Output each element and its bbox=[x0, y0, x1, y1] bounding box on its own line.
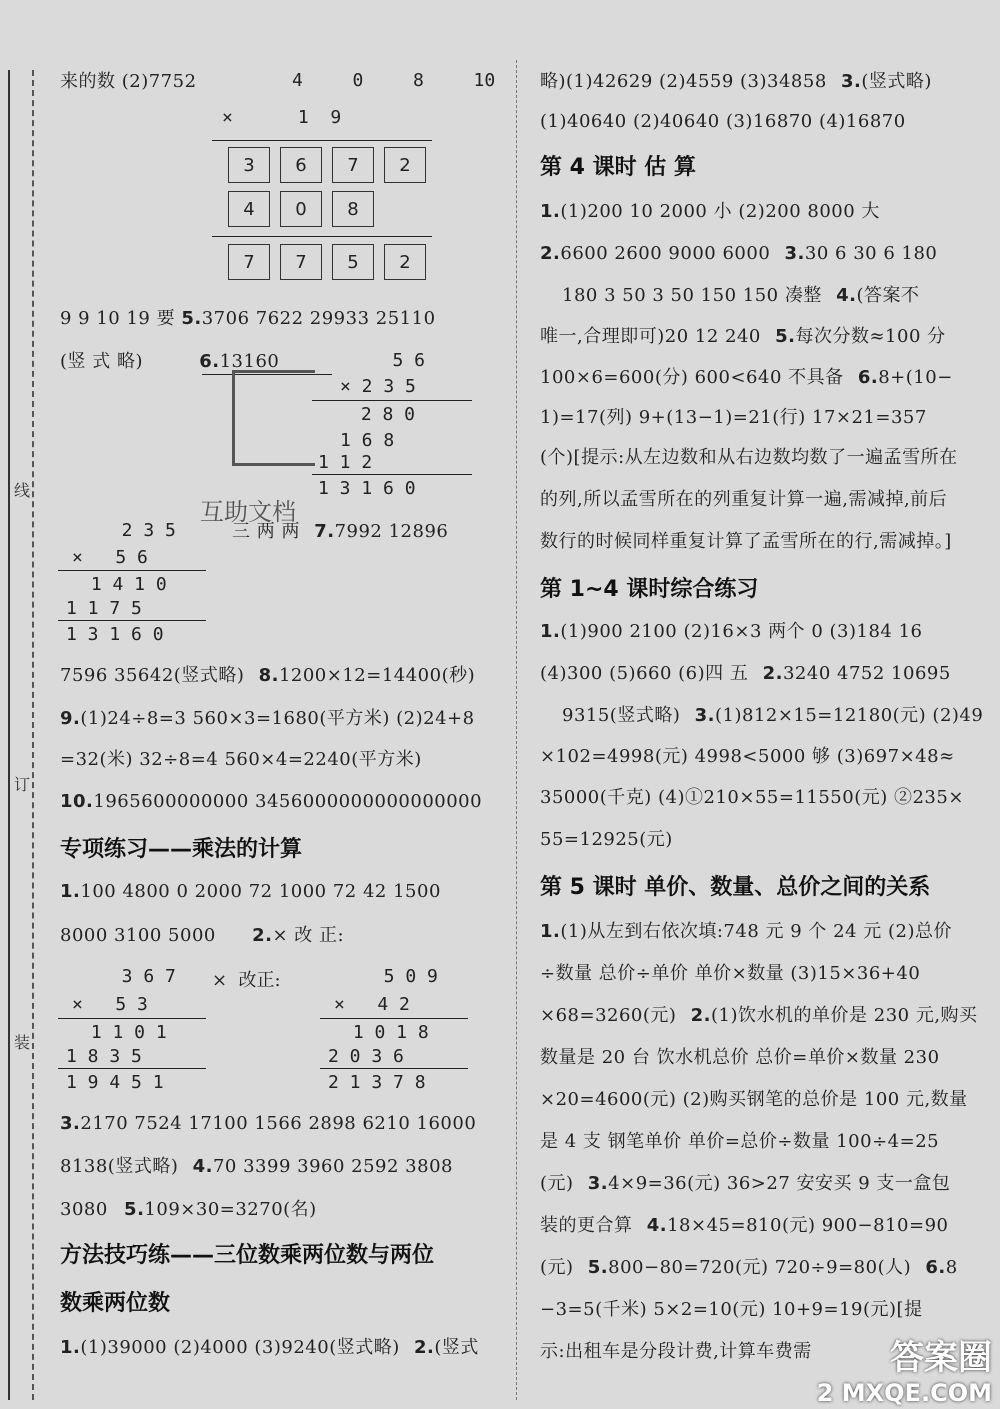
text: (4)300 (5)660 (6)四 五 bbox=[540, 663, 749, 684]
question-number: 6. bbox=[857, 367, 879, 388]
right-line-18 bbox=[540, 920, 952, 944]
left-line-4 bbox=[232, 520, 448, 544]
vc5-d: 2 0 3 6 bbox=[328, 1046, 404, 1067]
right-line-4 bbox=[540, 242, 937, 266]
watermark-text: 互助文档 bbox=[200, 498, 296, 526]
vc2-rule-2 bbox=[312, 474, 472, 475]
vc5-a: 5 0 9 bbox=[362, 966, 438, 987]
watermark-shape bbox=[232, 370, 315, 466]
text: ×68=3260(元) bbox=[540, 1005, 677, 1026]
text: 13160 bbox=[219, 351, 280, 372]
vc3-a: 2 3 5 bbox=[100, 520, 176, 541]
text: 800−80=720(元) 720÷9=80(人) bbox=[608, 1257, 912, 1278]
binding-edge bbox=[8, 70, 10, 1400]
text: 9315(竖式略) bbox=[562, 705, 681, 726]
right-line-16: 35000(千克) (4)①210×55=11550(元) ②235× bbox=[540, 787, 964, 808]
text: 装的更合算 bbox=[540, 1215, 633, 1236]
right-line-7 bbox=[540, 366, 953, 390]
question-number: 5. bbox=[587, 1257, 609, 1278]
vc2-d: 1 6 8 bbox=[340, 430, 395, 451]
vc5-b: × 4 2 bbox=[334, 994, 410, 1015]
right-line-27: −3=5(千米) 5×2=10(元) 10+9=19(元)[提 bbox=[540, 1299, 923, 1320]
right-line-22: ×20=4600(元) (2)购买钢笔的总价是 100 元,数量 bbox=[540, 1089, 968, 1110]
section-heading-lesson5: 第 5 课时 单价、数量、总价之间的关系 bbox=[540, 875, 931, 900]
question-number: 2. bbox=[690, 1005, 712, 1026]
question-number: 2. bbox=[762, 663, 783, 684]
vc4-rule-2 bbox=[58, 1068, 206, 1069]
question-number: 4. bbox=[836, 285, 857, 306]
text: 3706 7622 29933 25110 bbox=[201, 308, 436, 329]
vc1-top: 4 0 8 10 bbox=[292, 70, 496, 91]
vc2-rule-1 bbox=[312, 400, 472, 401]
binding-cut-line bbox=[32, 70, 34, 1400]
text: (1)812×15=12180(元) (2)49 bbox=[714, 705, 984, 726]
question-number: 10. bbox=[60, 791, 94, 812]
text: 30 6 30 6 180 bbox=[804, 243, 938, 264]
text: 7992 12896 bbox=[334, 521, 449, 542]
vc1-cell: 4 bbox=[228, 191, 270, 227]
text: 6600 2600 9000 6000 bbox=[560, 243, 771, 264]
right-line-28: 示:出租车是分段计费,计算车费需 bbox=[540, 1341, 812, 1362]
text: 100 4800 0 2000 72 1000 72 42 1500 bbox=[80, 881, 441, 902]
text: (竖 式 略) bbox=[60, 351, 143, 372]
question-number: 7. bbox=[314, 521, 335, 542]
text: 1200×12=14400(秒) bbox=[278, 665, 476, 686]
question-number: 4. bbox=[192, 1156, 213, 1177]
vc4-c: 1 1 0 1 bbox=[80, 1022, 167, 1043]
text: 每次分数≈100 分 bbox=[795, 326, 946, 347]
right-line-19: ÷数量 总价÷单价 单价×数量 (3)15×36+40 bbox=[540, 963, 921, 984]
question-number: 6. bbox=[199, 351, 220, 372]
text: (竖式略) bbox=[861, 71, 932, 92]
right-line-10: 的列,所以孟雪所在的列重复计算一遍,需减掉,前后 bbox=[540, 489, 948, 510]
question-number: 8. bbox=[258, 665, 279, 686]
text: 2170 7524 17100 1566 2898 6210 16000 bbox=[80, 1113, 477, 1134]
vc1-cell: 3 bbox=[228, 147, 270, 183]
site-logo: 答案圈 bbox=[890, 1338, 992, 1378]
text: 8138(竖式略) bbox=[60, 1156, 179, 1177]
right-line-6 bbox=[540, 325, 946, 349]
question-number: 3. bbox=[694, 705, 715, 726]
vc5-rule-2 bbox=[320, 1068, 468, 1069]
text: 8+(10− bbox=[878, 367, 953, 388]
left-line-9 bbox=[60, 880, 441, 904]
question-number: 4. bbox=[646, 1215, 668, 1236]
vc4-d: 1 8 3 5 bbox=[66, 1046, 142, 1067]
vc1-cell: 0 bbox=[280, 191, 322, 227]
right-line-8: 1)=17(列) 9+(13−1)=21(行) 17×21=357 bbox=[540, 407, 927, 428]
text: (答案不 bbox=[856, 285, 920, 306]
vc2-f: 1 3 1 6 0 bbox=[318, 478, 416, 499]
vc3-rule-1 bbox=[58, 570, 206, 571]
text: 180 3 50 3 50 150 150 凑整 bbox=[562, 285, 822, 306]
vc1-rule-2 bbox=[212, 236, 432, 237]
right-line-21: 数量是 20 台 饮水机总价 总价=单价×数量 230 bbox=[540, 1047, 940, 1068]
text: × 改 正: bbox=[272, 925, 345, 946]
right-line-20 bbox=[540, 1004, 978, 1028]
text: 唯一,合理即可)20 12 240 bbox=[540, 326, 761, 347]
right-line-12 bbox=[540, 620, 923, 644]
vc1-cell: 8 bbox=[332, 191, 374, 227]
text: (竖式 bbox=[434, 1337, 479, 1358]
right-line-9: (个)[提示:从左边数和从右边数均数了一遍孟雪所在 bbox=[540, 447, 958, 468]
text: 9 9 10 19 要 bbox=[60, 308, 176, 329]
question-number: 6. bbox=[925, 1257, 946, 1278]
left-line-10 bbox=[60, 924, 344, 948]
right-line-1 bbox=[540, 70, 932, 94]
right-line-23: 是 4 支 钢笔单价 单价=总价÷数量 100÷4=25 bbox=[540, 1131, 940, 1152]
text: 8000 3100 5000 bbox=[60, 925, 216, 946]
vc1-cell: 7 bbox=[280, 244, 322, 280]
binding-mark-zhuang: 装 bbox=[14, 1033, 31, 1052]
page-number: 2 bbox=[816, 1379, 834, 1407]
right-line-15: ×102=4998(元) 4998<5000 够 (3)697×48≈ bbox=[540, 746, 955, 767]
column-divider bbox=[516, 60, 517, 1400]
question-number: 5. bbox=[775, 326, 796, 347]
vc1-row-3 bbox=[228, 244, 426, 280]
vc1-cell: 7 bbox=[228, 244, 270, 280]
question-number: 9. bbox=[60, 708, 81, 729]
section-heading-lesson4: 第 4 课时 估 算 bbox=[540, 155, 696, 180]
text: 4×9=36(元) 36>27 安安买 9 支一盒包 bbox=[608, 1173, 951, 1194]
vc4-b: × 5 3 bbox=[72, 994, 148, 1015]
right-line-17: 55=12925(元) bbox=[540, 829, 673, 850]
right-line-13 bbox=[540, 662, 951, 686]
section-heading-method-cont: 数乘两位数 bbox=[60, 1291, 171, 1316]
left-line-7: =32(米) 32÷8=4 560×4=2240(平方米) bbox=[60, 749, 422, 770]
question-number: 2. bbox=[413, 1337, 435, 1358]
vc4-fix-label: × 改正: bbox=[212, 970, 281, 991]
text: (1)200 10 2000 小 (2)200 8000 大 bbox=[560, 201, 880, 222]
text: (1)39000 (2)4000 (3)9240(竖式略) bbox=[80, 1337, 400, 1358]
right-line-24 bbox=[540, 1172, 950, 1196]
left-line-5 bbox=[60, 664, 475, 688]
text: 1965600000000 3456000000000000000 bbox=[93, 791, 483, 812]
left-line-8 bbox=[60, 790, 482, 814]
question-number: 3. bbox=[841, 71, 862, 92]
vc1-row-1 bbox=[228, 147, 426, 183]
section-heading-multiplication: 专项练习——乘法的计算 bbox=[60, 837, 303, 862]
text: 3080 bbox=[60, 1199, 108, 1220]
vc3-b: × 5 6 bbox=[72, 547, 148, 568]
vc5-e: 2 1 3 7 8 bbox=[328, 1072, 426, 1093]
left-line-2 bbox=[60, 307, 436, 331]
section-heading-review: 第 1~4 课时综合练习 bbox=[540, 577, 759, 602]
vc2-c: 2 8 0 bbox=[350, 404, 416, 425]
left-line-14 bbox=[60, 1336, 479, 1360]
vc3-rule-2 bbox=[58, 620, 206, 621]
vc1-row-2 bbox=[228, 191, 374, 227]
text: 100×6=600(分) 600<640 不具备 bbox=[540, 367, 844, 388]
question-number: 3. bbox=[784, 243, 805, 264]
question-number: 3. bbox=[60, 1113, 81, 1134]
vc1-cell: 2 bbox=[384, 147, 426, 183]
question-number: 1. bbox=[540, 201, 561, 222]
left-line-13 bbox=[60, 1198, 317, 1222]
vc4-e: 1 9 4 5 1 bbox=[66, 1072, 164, 1093]
text: 3240 4752 10695 bbox=[782, 663, 951, 684]
vc2-a: 5 6 bbox=[360, 350, 426, 371]
question-number: 3. bbox=[587, 1173, 609, 1194]
question-number: 5. bbox=[181, 308, 202, 329]
vc1-cell: 7 bbox=[332, 147, 374, 183]
text: (1)24÷8=3 560×3=1680(平方米) (2)24+8 bbox=[80, 708, 475, 729]
right-line-3 bbox=[540, 200, 880, 224]
vc1-cell: 6 bbox=[280, 147, 322, 183]
vc5-rule-1 bbox=[320, 1018, 468, 1019]
vc3-d: 1 1 7 5 bbox=[66, 598, 142, 619]
vc3-c: 1 4 1 0 bbox=[80, 574, 167, 595]
vc5-c: 1 0 1 8 bbox=[342, 1022, 429, 1043]
text: (1)饮水机的单价是 230 元,购买 bbox=[711, 1005, 978, 1026]
question-number: 1. bbox=[60, 1337, 81, 1358]
right-line-2: (1)40640 (2)40640 (3)16870 (4)16870 bbox=[540, 111, 906, 132]
binding-mark-ding: 订 bbox=[14, 775, 31, 794]
vc1-cell: 2 bbox=[384, 244, 426, 280]
vc4-rule-1 bbox=[58, 1018, 206, 1019]
right-line-11: 数行的时候同样重复计算了孟雪所在的行,需减掉。] bbox=[540, 531, 952, 552]
text: 70 3399 3960 2592 3808 bbox=[212, 1156, 453, 1177]
vc1-cell: 5 bbox=[332, 244, 374, 280]
question-number: 1. bbox=[60, 881, 81, 902]
text: 略)(1)42629 (2)4559 (3)34858 bbox=[540, 71, 827, 92]
text: 7596 35642(竖式略) bbox=[60, 665, 245, 686]
text: (1)900 2100 (2)16×3 两个 0 (3)184 16 bbox=[560, 621, 923, 642]
question-number: 2. bbox=[540, 243, 561, 264]
binding-mark-xian: 线 bbox=[14, 481, 31, 500]
left-line-12 bbox=[60, 1155, 453, 1179]
text: (元) bbox=[540, 1257, 574, 1278]
text: (元) bbox=[540, 1173, 574, 1194]
left-line-1: 来的数 (2)7752 bbox=[60, 71, 197, 92]
right-line-14 bbox=[562, 704, 983, 728]
vc4-a: 3 6 7 bbox=[100, 966, 176, 987]
right-line-5 bbox=[562, 284, 919, 308]
site-url-text: MXQE.COM bbox=[841, 1379, 992, 1407]
question-number: 1. bbox=[540, 921, 561, 942]
text: 18×45=810(元) 900−810=90 bbox=[667, 1215, 949, 1236]
vc1-rule-1 bbox=[212, 140, 432, 141]
vc3-e: 1 3 1 6 0 bbox=[66, 624, 164, 645]
left-line-11 bbox=[60, 1112, 476, 1136]
question-number: 1. bbox=[540, 621, 561, 642]
site-url bbox=[817, 1379, 992, 1407]
text: (1)从左到右依次填:748 元 9 个 24 元 (2)总价 bbox=[560, 921, 952, 942]
vc2-e: 1 1 2 bbox=[318, 452, 373, 473]
right-line-26 bbox=[540, 1256, 958, 1280]
text: 8 bbox=[945, 1257, 958, 1278]
vc2-b: × 2 3 5 bbox=[340, 376, 416, 397]
question-number: 5. bbox=[124, 1199, 145, 1220]
section-heading-method: 方法技巧练——三位数乘两位数与两位 bbox=[60, 1243, 435, 1268]
question-number: 2. bbox=[252, 925, 273, 946]
text: 109×30=3270(名) bbox=[144, 1199, 317, 1220]
left-line-6 bbox=[60, 707, 475, 731]
text: 三 两 两 bbox=[232, 521, 300, 542]
vc1-mult: × 1 9 bbox=[222, 107, 342, 128]
right-line-25 bbox=[540, 1214, 949, 1238]
